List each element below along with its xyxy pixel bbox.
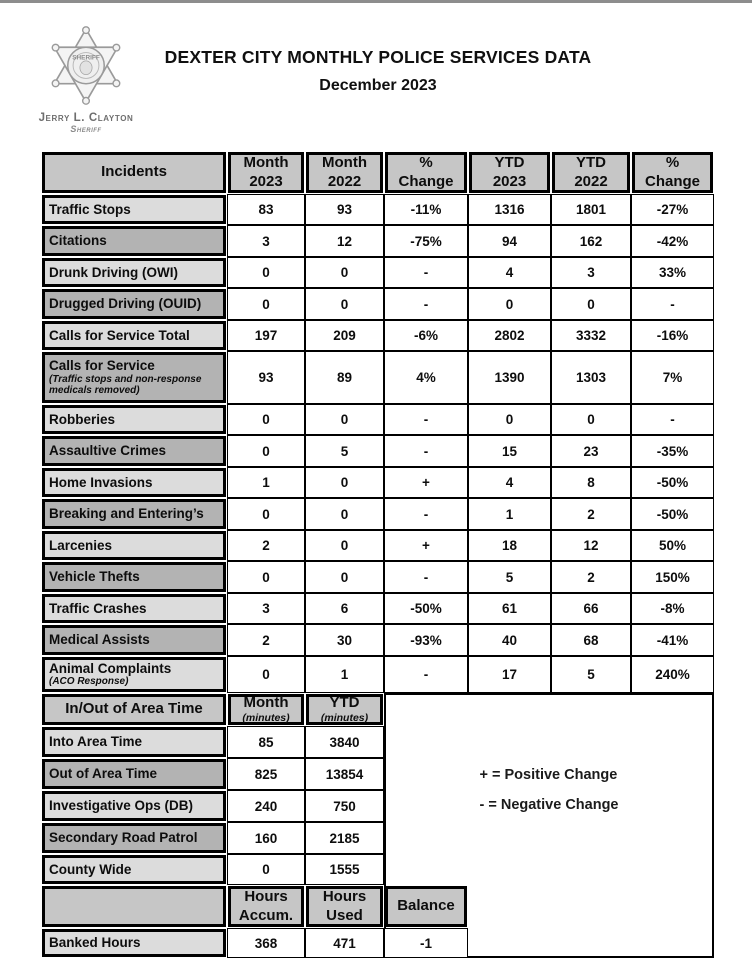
svg-text:SHERIFF: SHERIFF bbox=[72, 54, 100, 62]
incident-value-cell: 6 bbox=[305, 593, 384, 624]
area-time-value-cell: 13854 bbox=[305, 758, 384, 790]
incident-label-text: Vehicle Thefts bbox=[49, 569, 140, 585]
incident-label-text: Traffic Stops bbox=[49, 201, 131, 217]
area-time-label-text: Investigative Ops (DB) bbox=[49, 798, 194, 814]
header-line: Month bbox=[243, 153, 289, 171]
area-time-row-label bbox=[42, 855, 226, 884]
header-line: YTD bbox=[329, 694, 360, 712]
header-line: YTD bbox=[494, 153, 525, 171]
incident-value-cell: 5 bbox=[551, 656, 631, 693]
incident-sublabel-text: (ACO Response) bbox=[49, 676, 129, 688]
incident-value-cell: 0 bbox=[227, 435, 305, 467]
incident-value-cell: - bbox=[384, 561, 468, 593]
incident-value-cell: 50% bbox=[631, 530, 714, 561]
incident-value-cell: - bbox=[384, 404, 468, 435]
incident-value-cell: 89 bbox=[305, 351, 384, 404]
sheriff-rank: Sheriff bbox=[70, 124, 102, 134]
incident-row-label bbox=[42, 352, 226, 403]
incident-value-cell: 0 bbox=[227, 656, 305, 693]
incident-value-cell: 0 bbox=[468, 404, 551, 435]
header-line: Month bbox=[322, 153, 367, 171]
incident-label-text: Breaking and Entering’s bbox=[49, 506, 204, 522]
area-time-value-cell: 1555 bbox=[305, 854, 384, 885]
incident-value-cell: 33% bbox=[631, 257, 714, 288]
header-line: Hours bbox=[322, 887, 367, 905]
balance-column-header bbox=[385, 886, 467, 927]
area-time-value-cell: 3840 bbox=[305, 726, 384, 758]
incident-value-cell: 0 bbox=[227, 404, 305, 435]
header-line: Accum. bbox=[238, 906, 294, 924]
header-line: Month bbox=[243, 694, 289, 712]
incident-value-cell: 15 bbox=[468, 435, 551, 467]
incident-value-cell: -41% bbox=[631, 624, 714, 656]
incident-value-cell: 1 bbox=[468, 498, 551, 530]
incident-label-text: Drugged Driving (OUID) bbox=[49, 296, 202, 312]
incident-value-cell: - bbox=[384, 435, 468, 467]
header-line: Balance bbox=[397, 897, 455, 915]
area-time-label-text: Into Area Time bbox=[49, 734, 143, 750]
incident-value-cell: 7% bbox=[631, 351, 714, 404]
area-time-row-label bbox=[42, 823, 226, 853]
incident-value-cell: 3 bbox=[551, 257, 631, 288]
hours-header-blank-cell bbox=[42, 886, 226, 927]
incident-value-cell: 3332 bbox=[551, 320, 631, 351]
document-subtitle: December 2023 bbox=[319, 77, 437, 94]
incident-value-cell: 3 bbox=[227, 593, 305, 624]
header-line: % bbox=[419, 153, 433, 171]
area-time-label-text: Out of Area Time bbox=[49, 766, 158, 782]
incident-value-cell: 93 bbox=[305, 194, 384, 225]
police-data-table bbox=[41, 151, 714, 958]
incident-value-cell: 18 bbox=[468, 530, 551, 561]
incident-value-cell: 93 bbox=[227, 351, 305, 404]
incident-value-cell: 83 bbox=[227, 194, 305, 225]
incident-row-label bbox=[42, 258, 226, 287]
incident-value-cell: 1390 bbox=[468, 351, 551, 404]
incident-value-cell: -42% bbox=[631, 225, 714, 257]
incident-value-cell: 2 bbox=[551, 498, 631, 530]
incident-label-text: Calls for Service Total bbox=[49, 327, 190, 343]
incident-value-cell: 0 bbox=[227, 257, 305, 288]
incident-value-cell: 150% bbox=[631, 561, 714, 593]
area-time-row-label bbox=[42, 727, 226, 757]
incidents-column-header bbox=[42, 152, 226, 193]
area-time-value-cell: 160 bbox=[227, 822, 305, 854]
incidents-column-header bbox=[385, 152, 467, 193]
incident-value-cell: - bbox=[384, 498, 468, 530]
header-line: Used bbox=[326, 906, 363, 924]
area-time-column-header bbox=[228, 694, 304, 725]
incident-row-label bbox=[42, 625, 226, 655]
area-time-value-cell: 0 bbox=[227, 854, 305, 885]
legend-block bbox=[480, 761, 619, 820]
area-time-column-header bbox=[306, 694, 383, 725]
incident-value-cell: 40 bbox=[468, 624, 551, 656]
incidents-column-header bbox=[228, 152, 304, 193]
incident-label-text: Home Invasions bbox=[49, 474, 153, 490]
incident-value-cell: 0 bbox=[305, 404, 384, 435]
incident-value-cell: -75% bbox=[384, 225, 468, 257]
incident-row-label bbox=[42, 657, 226, 692]
header-line: 2022 bbox=[574, 172, 608, 190]
incident-value-cell: 0 bbox=[227, 498, 305, 530]
incident-value-cell: 4 bbox=[468, 257, 551, 288]
incident-label-text: Robberies bbox=[49, 411, 116, 427]
area-time-value-cell: 2185 bbox=[305, 822, 384, 854]
banked-hours-value-cell: 471 bbox=[305, 928, 384, 958]
incident-value-cell: 8 bbox=[551, 467, 631, 498]
incident-value-cell: 162 bbox=[551, 225, 631, 257]
incident-row-label bbox=[42, 195, 226, 224]
title-block bbox=[146, 47, 610, 95]
incident-value-cell: -6% bbox=[384, 320, 468, 351]
incident-row-label bbox=[42, 499, 226, 529]
incident-value-cell: -35% bbox=[631, 435, 714, 467]
area-time-value-cell: 750 bbox=[305, 790, 384, 822]
incident-value-cell: - bbox=[384, 288, 468, 320]
incident-value-cell: - bbox=[631, 288, 714, 320]
area-time-value-cell: 825 bbox=[227, 758, 305, 790]
header-line: Hours bbox=[244, 887, 288, 905]
incident-value-cell: 12 bbox=[551, 530, 631, 561]
incident-value-cell: 2 bbox=[227, 530, 305, 561]
legend-positive-change: + = Positive Change bbox=[479, 767, 618, 783]
incident-value-cell: 209 bbox=[305, 320, 384, 351]
header-line: YTD bbox=[576, 153, 606, 171]
incident-sublabel-text: (Traffic stops and non-response medicals removed) bbox=[49, 373, 202, 397]
area-time-label-text: County Wide bbox=[49, 861, 132, 877]
incident-value-cell: 0 bbox=[305, 257, 384, 288]
incident-value-cell: -50% bbox=[631, 467, 714, 498]
incidents-column-header bbox=[632, 152, 713, 193]
incident-value-cell: 0 bbox=[305, 498, 384, 530]
header-line: Incidents bbox=[101, 163, 167, 181]
header-line: 2023 bbox=[492, 172, 527, 190]
incident-value-cell: 5 bbox=[305, 435, 384, 467]
incident-value-cell: 66 bbox=[551, 593, 631, 624]
incident-label-text: Larcenies bbox=[49, 537, 113, 553]
incident-value-cell: 2 bbox=[227, 624, 305, 656]
incident-value-cell: 4% bbox=[384, 351, 468, 404]
incident-label-text: Assaultive Crimes bbox=[49, 443, 167, 459]
incident-value-cell: 2 bbox=[551, 561, 631, 593]
incident-row-label bbox=[42, 562, 226, 592]
banked-hours-value-cell: 368 bbox=[227, 928, 305, 958]
incident-value-cell: 0 bbox=[305, 530, 384, 561]
incident-row-label bbox=[42, 405, 226, 434]
incident-value-cell: 2802 bbox=[468, 320, 551, 351]
header-subline: (minutes) bbox=[320, 711, 369, 724]
incident-row-label bbox=[42, 531, 226, 560]
header-line: Change bbox=[398, 172, 454, 190]
incident-label-text: Traffic Crashes bbox=[49, 600, 147, 616]
banked-hours-label-text: Banked Hours bbox=[49, 935, 141, 951]
incident-value-cell: + bbox=[384, 530, 468, 561]
banked-hours-value-cell: -1 bbox=[384, 928, 468, 958]
sheriff-star-badge-icon bbox=[48, 25, 124, 109]
incidents-column-header bbox=[306, 152, 383, 193]
hours-column-header bbox=[228, 886, 304, 927]
sheriff-name: Jerry L. Clayton bbox=[38, 112, 134, 124]
incident-value-cell: 0 bbox=[551, 288, 631, 320]
incident-value-cell: 68 bbox=[551, 624, 631, 656]
incident-value-cell: -27% bbox=[631, 194, 714, 225]
incident-label-text: Medical Assists bbox=[49, 632, 150, 648]
incident-value-cell: 94 bbox=[468, 225, 551, 257]
incident-value-cell: - bbox=[384, 656, 468, 693]
incident-value-cell: -50% bbox=[384, 593, 468, 624]
header-subline: (minutes) bbox=[242, 711, 290, 724]
incident-value-cell: 197 bbox=[227, 320, 305, 351]
incident-row-label bbox=[42, 594, 226, 623]
incident-value-cell: 0 bbox=[305, 288, 384, 320]
area-time-row-label bbox=[42, 759, 226, 789]
incident-value-cell: 30 bbox=[305, 624, 384, 656]
incident-value-cell: 0 bbox=[305, 561, 384, 593]
incident-value-cell: 17 bbox=[468, 656, 551, 693]
incident-value-cell: 12 bbox=[305, 225, 384, 257]
incident-value-cell: -50% bbox=[631, 498, 714, 530]
incident-value-cell: + bbox=[384, 467, 468, 498]
incident-value-cell: 0 bbox=[227, 288, 305, 320]
incident-value-cell: 23 bbox=[551, 435, 631, 467]
incident-value-cell: 0 bbox=[227, 561, 305, 593]
incident-value-cell: 0 bbox=[468, 288, 551, 320]
incident-value-cell: - bbox=[384, 257, 468, 288]
header-line: Change bbox=[644, 172, 700, 190]
incident-value-cell: 1303 bbox=[551, 351, 631, 404]
area-time-value-cell: 85 bbox=[227, 726, 305, 758]
incident-value-cell: -11% bbox=[384, 194, 468, 225]
incident-value-cell: 3 bbox=[227, 225, 305, 257]
incident-value-cell: -8% bbox=[631, 593, 714, 624]
incident-value-cell: 1801 bbox=[551, 194, 631, 225]
incident-value-cell: - bbox=[631, 404, 714, 435]
incident-row-label bbox=[42, 321, 226, 350]
area-time-header-label: In/Out of Area Time bbox=[42, 694, 226, 725]
incident-value-cell: 5 bbox=[468, 561, 551, 593]
header-line: % bbox=[665, 153, 680, 171]
hours-column-header bbox=[306, 886, 383, 927]
sheriff-badge-block bbox=[26, 25, 146, 134]
incident-value-cell: 0 bbox=[305, 467, 384, 498]
incident-value-cell: 0 bbox=[551, 404, 631, 435]
incident-value-cell: 1316 bbox=[468, 194, 551, 225]
incident-label-text: Animal Complaints bbox=[49, 661, 172, 677]
incident-value-cell: 4 bbox=[468, 467, 551, 498]
area-time-row-label bbox=[42, 791, 226, 821]
incident-label-text: Drunk Driving (OWI) bbox=[49, 264, 178, 280]
incident-row-label bbox=[42, 436, 226, 466]
incident-label-text: Citations bbox=[49, 233, 107, 249]
header-line: 2023 bbox=[249, 172, 283, 190]
incident-value-cell: 240% bbox=[631, 656, 714, 693]
incident-row-label bbox=[42, 226, 226, 256]
incident-value-cell: -16% bbox=[631, 320, 714, 351]
incident-value-cell: 1 bbox=[305, 656, 384, 693]
incident-label-text: Calls for Service bbox=[49, 358, 155, 374]
incidents-column-header bbox=[552, 152, 630, 193]
banked-hours-row-label bbox=[42, 929, 226, 957]
area-time-label-text: Secondary Road Patrol bbox=[49, 830, 198, 846]
incident-value-cell: 61 bbox=[468, 593, 551, 624]
area-time-value-cell: 240 bbox=[227, 790, 305, 822]
incident-value-cell: -93% bbox=[384, 624, 468, 656]
document-title: DEXTER CITY MONTHLY POLICE SERVICES DATA bbox=[164, 47, 592, 67]
incidents-column-header bbox=[469, 152, 550, 193]
legend-negative-change: - = Negative Change bbox=[479, 796, 619, 813]
header-line: 2022 bbox=[327, 172, 362, 190]
incident-value-cell: 1 bbox=[227, 467, 305, 498]
incident-row-label bbox=[42, 468, 226, 497]
incident-row-label bbox=[42, 289, 226, 319]
